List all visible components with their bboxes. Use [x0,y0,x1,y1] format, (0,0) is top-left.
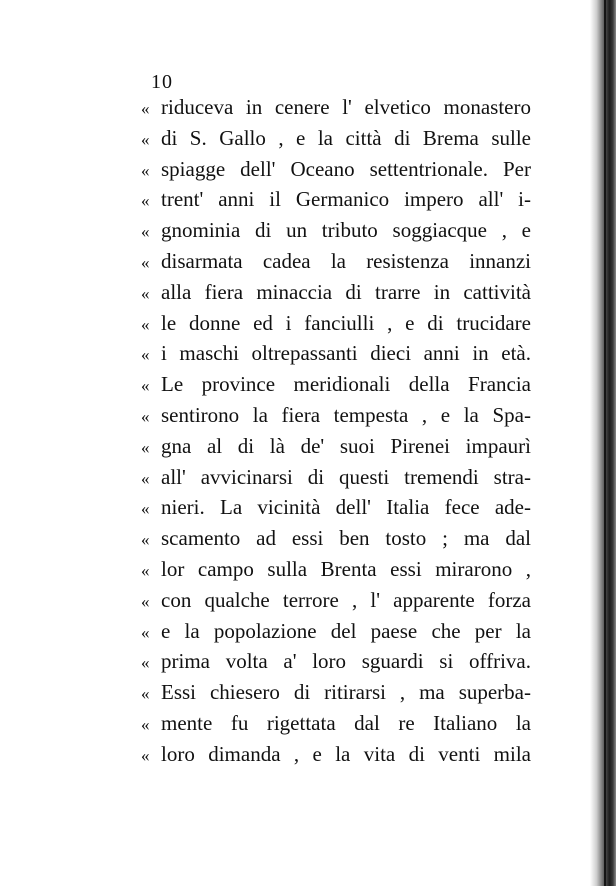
quote-mark: « [141,99,150,118]
text-line [141,277,531,308]
line-text: lor campo sulla Brenta essi mirarono , [161,556,531,581]
text-line [141,338,531,369]
quote-mark: « [141,222,150,242]
quote-mark: « [141,714,150,734]
quote-mark: « [141,283,150,303]
text-line [141,554,531,585]
quote-mark: « [141,653,150,673]
text-line [141,462,531,493]
line-text: mente fu rigettata dal re Italiano la [161,710,531,735]
text-line [141,308,531,339]
text-line [141,154,531,185]
line-text: con qualche terrore , l' apparente forza [161,587,531,612]
body-text [141,92,531,770]
quote-mark: « [141,191,150,211]
text-line [141,246,531,277]
page-number: 10 [151,71,173,93]
quote-mark: « [141,376,150,396]
line-text: prima volta a' loro sguardi si offriva. [161,649,531,674]
line-text: i maschi oltrepassanti dieci anni in età. [161,341,531,366]
quote-mark: « [141,468,150,488]
quote-mark: « [141,160,150,180]
quote-mark: « [141,530,150,550]
text-line [141,431,531,462]
line-text: sentirono la fiera tempesta , e la Spa- [161,402,531,427]
text-line [141,646,531,677]
text-line [141,369,531,400]
line-text: gna al di là de' suoi Pirenei impaurì [161,433,531,458]
text-line [141,492,531,523]
quote-mark: « [141,499,150,519]
line-text: riduceva in cenere l' elvetico monastero [161,95,531,119]
text-line [141,215,531,246]
line-text: di S. Gallo , e la città di Brema sulle [161,125,531,150]
quote-mark: « [141,314,150,334]
page-edge-shadow [590,0,616,886]
line-text: all' avvicinarsi di questi tremendi stra- [161,464,531,489]
line-text: loro dimanda , e la vita di venti mila [161,741,531,766]
line-text: spiagge dell' Oceano settentrionale. Per [161,156,531,181]
line-text: disarmata cadea la resistenza innanzi [161,248,531,273]
text-line [141,739,531,770]
line-text: nieri. La vicinità dell' Italia fece ade- [161,495,531,520]
page-binding-line [604,0,606,886]
quote-mark: « [141,622,150,642]
text-line [141,585,531,616]
line-text: e la popolazione del paese che per la [161,618,531,643]
quote-mark: « [141,129,150,149]
text-line [141,92,531,123]
quote-mark: « [141,345,150,365]
quote-mark: « [141,745,150,765]
quote-mark: « [141,437,150,457]
text-line [141,523,531,554]
line-text: alla fiera minaccia di trarre in cattività [161,279,531,304]
quote-mark: « [141,591,150,611]
quote-mark: « [141,252,150,272]
text-line [141,616,531,647]
text-line [141,677,531,708]
text-line [141,123,531,154]
line-text: le donne ed i fanciulli , e di trucidare [161,310,531,335]
line-text: Le province meridionali della Francia [161,372,531,397]
text-line [141,400,531,431]
quote-mark: « [141,560,150,580]
line-text: Essi chiesero di ritirarsi , ma superba- [161,680,531,705]
line-text: trent' anni il Germanico impero all' i- [161,187,531,212]
text-line [141,708,531,739]
quote-mark: « [141,406,150,426]
quote-mark: « [141,684,150,704]
line-text: gnominia di un tributo soggiacque , e [161,218,531,243]
line-text: scamento ad essi ben tosto ; ma dal [161,526,531,551]
text-line [141,184,531,215]
